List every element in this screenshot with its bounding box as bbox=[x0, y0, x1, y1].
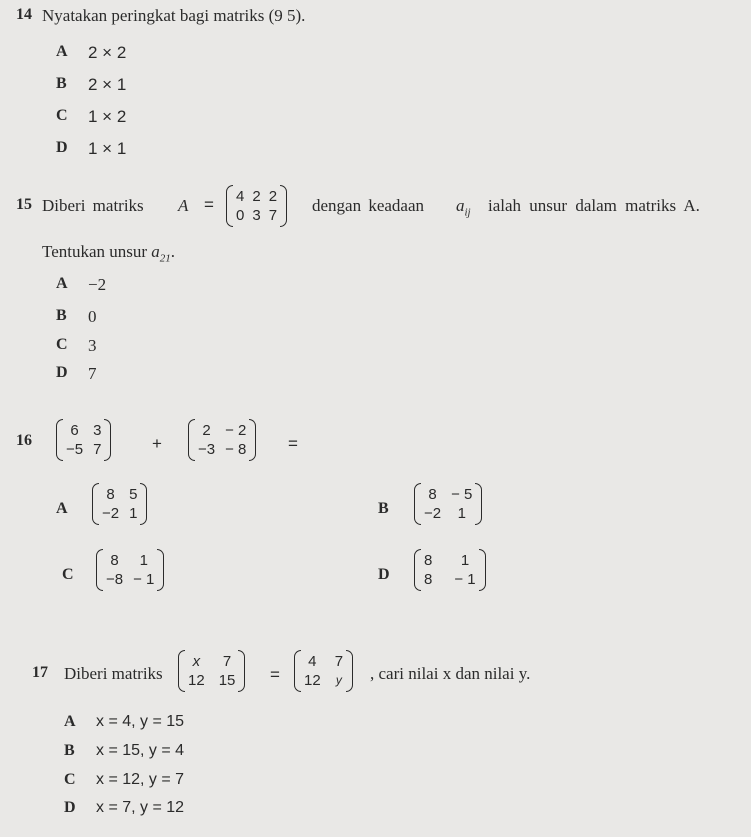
question-15-text-end: ialah unsur dalam matriks A. bbox=[488, 196, 700, 215]
q17-option-a-value: x = 4, y = 15 bbox=[96, 713, 185, 730]
matrix-cell: − 8 bbox=[225, 441, 247, 458]
q14-option-c-value: 1 × 2 bbox=[88, 107, 127, 126]
q17-matrix-1 bbox=[178, 650, 245, 692]
matrix-cell: −3 bbox=[198, 441, 216, 458]
question-17-number: 17 bbox=[32, 664, 48, 681]
matrix-cell: 6 bbox=[70, 422, 79, 439]
q16-matrix-2 bbox=[188, 419, 256, 461]
q15-option-c-value: 3 bbox=[88, 336, 97, 355]
q17-option-b-letter: B bbox=[64, 742, 75, 759]
question-15-number: 15 bbox=[16, 196, 32, 213]
q14-option-c-letter: C bbox=[56, 107, 68, 124]
q16-equals: = bbox=[288, 434, 298, 453]
q14-option-d-value: 1 × 1 bbox=[88, 139, 127, 158]
q14-option-a-letter: A bbox=[56, 43, 68, 60]
q16-option-d-letter: D bbox=[378, 566, 390, 583]
matrix-cell: 1 bbox=[457, 505, 466, 522]
matrix-cell: − 5 bbox=[451, 486, 473, 503]
q16-option-c-matrix bbox=[96, 549, 164, 591]
matrix-cell: 5 bbox=[129, 486, 138, 503]
q15-option-d-letter: D bbox=[56, 364, 68, 381]
q14-option-b-letter: B bbox=[56, 75, 67, 92]
matrix-a-cell: 7 bbox=[268, 207, 278, 224]
question-15-text-before: Diberi matriks bbox=[42, 196, 144, 215]
matrix-cell: 8 bbox=[424, 571, 433, 588]
matrix-cell: 2 bbox=[202, 422, 211, 439]
q16-matrix-1 bbox=[56, 419, 111, 461]
q14-option-b-value: 2 × 1 bbox=[88, 75, 127, 94]
matrix-cell: 8 bbox=[106, 486, 115, 503]
matrix-cell: 8 bbox=[424, 552, 433, 569]
matrix-a-label: A bbox=[178, 196, 189, 215]
question-17-text-before: Diberi matriks bbox=[64, 664, 163, 683]
matrix-cell: x bbox=[192, 653, 201, 670]
q14-option-a-value: 2 × 2 bbox=[88, 43, 127, 62]
matrix-a-cell: 2 bbox=[252, 188, 261, 205]
q16-option-c-letter: C bbox=[62, 566, 74, 583]
matrix-a-cell: 0 bbox=[236, 207, 245, 224]
matrix-a-cell: 3 bbox=[252, 207, 261, 224]
matrix-cell: 1 bbox=[139, 552, 148, 569]
matrix-cell: 12 bbox=[304, 672, 321, 689]
question-16-number: 16 bbox=[16, 432, 32, 449]
matrix-cell: 4 bbox=[308, 653, 317, 670]
q17-option-d-letter: D bbox=[64, 799, 76, 816]
matrix-a-cell: 2 bbox=[268, 188, 278, 205]
matrix-cell: −5 bbox=[66, 441, 84, 458]
matrix-cell: 7 bbox=[222, 653, 232, 670]
q15-option-b-value: 0 bbox=[88, 307, 97, 326]
plus-sign: + bbox=[152, 434, 162, 453]
matrix-cell: 12 bbox=[188, 672, 205, 689]
matrix-cell: 3 bbox=[93, 422, 102, 439]
matrix-cell: 7 bbox=[93, 441, 102, 458]
q14-option-d-letter: D bbox=[56, 139, 68, 156]
matrix-cell: 15 bbox=[218, 672, 236, 689]
q15-option-d-value: 7 bbox=[88, 364, 97, 383]
q17-option-c-value: x = 12, y = 7 bbox=[96, 771, 185, 788]
matrix-cell: y bbox=[335, 673, 342, 687]
matrix-cell: −2 bbox=[102, 505, 120, 522]
q15-option-b-letter: B bbox=[56, 307, 67, 324]
q16-option-d-matrix bbox=[414, 549, 486, 591]
q15-option-a-letter: A bbox=[56, 275, 68, 292]
q16-option-a-letter: A bbox=[56, 500, 68, 517]
matrix-a bbox=[226, 185, 287, 227]
matrix-cell: 8 bbox=[110, 552, 119, 569]
q17-matrix-2 bbox=[294, 650, 353, 692]
matrix-cell: 8 bbox=[428, 486, 437, 503]
question-17-text-after: , cari nilai x dan nilai y. bbox=[370, 664, 531, 683]
matrix-cell: −2 bbox=[424, 505, 442, 522]
q15-option-c-letter: C bbox=[56, 336, 68, 353]
matrix-cell: −8 bbox=[106, 571, 124, 588]
q17-equals: = bbox=[270, 665, 280, 684]
q17-option-d-value: x = 7, y = 12 bbox=[96, 799, 185, 816]
matrix-cell: − 1 bbox=[133, 571, 155, 588]
question-15-task: Tentukan unsur $a_{21}$. bbox=[42, 242, 176, 265]
q17-option-a-letter: A bbox=[64, 713, 76, 730]
q15-option-a-value: −2 bbox=[88, 275, 107, 294]
q16-option-b-letter: B bbox=[378, 500, 389, 517]
q17-option-b-value: x = 15, y = 4 bbox=[96, 742, 185, 759]
q15-equals: = bbox=[204, 195, 214, 214]
question-15-text-after: dengan keadaan bbox=[312, 196, 425, 215]
matrix-cell: 1 bbox=[129, 505, 138, 522]
aij-symbol: $a_{ij}$ bbox=[456, 196, 471, 219]
q17-option-c-letter: C bbox=[64, 771, 76, 788]
q16-option-b-matrix bbox=[414, 483, 482, 525]
question-14-text: Nyatakan peringkat bagi matriks (9 5). bbox=[42, 6, 306, 25]
matrix-cell: − 1 bbox=[454, 571, 476, 588]
matrix-a-cell: 4 bbox=[236, 188, 245, 205]
matrix-cell: − 2 bbox=[225, 422, 247, 439]
q16-option-a-matrix bbox=[92, 483, 147, 525]
question-14-number: 14 bbox=[16, 6, 32, 23]
matrix-cell: 1 bbox=[460, 552, 470, 569]
matrix-cell: 7 bbox=[334, 653, 344, 670]
